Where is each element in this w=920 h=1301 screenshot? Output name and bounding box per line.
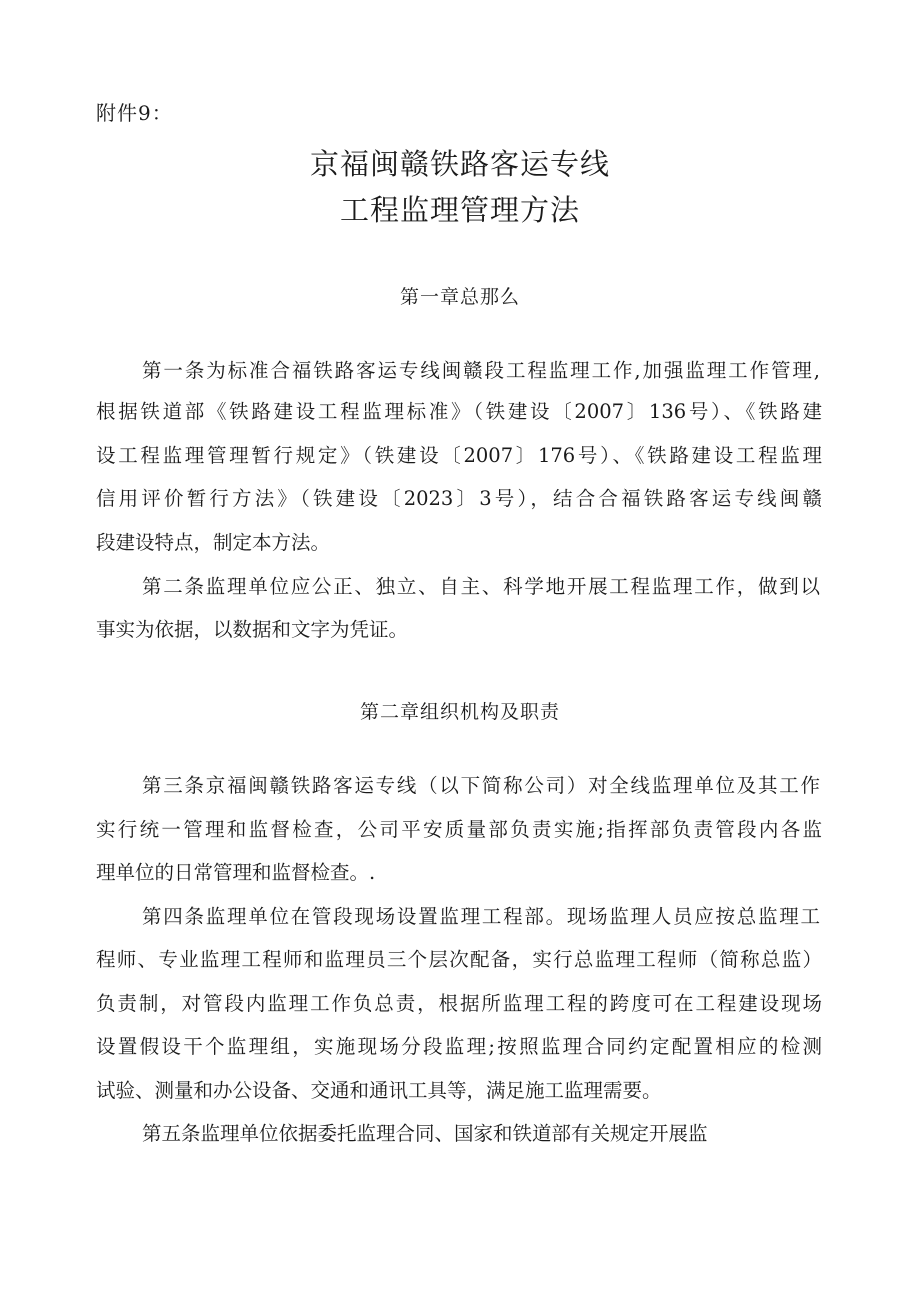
document-title-line-1: 京福闽赣铁路客运专线 — [309, 147, 610, 181]
document-title-line-2: 工程监理管理方法 — [339, 193, 580, 227]
article-4-line: 设置假设干个监理组，实施现场分段监理;按照监理合同约定配置相应的检测 — [96, 1035, 822, 1058]
article-1-line: 段建设特点，制定本方法。 — [96, 531, 331, 554]
article-1-line: 信用评价暂行方法》（铁建设〔2023〕3号），结合合福铁路客运专线闽赣 — [96, 487, 822, 510]
article-4-line: 试验、测量和办公设备、交通和通讯工具等，满足施工监理需要。 — [96, 1079, 662, 1102]
article-1-line: 第一条为标准合福铁路客运专线闽赣段工程监理工作,加强监理工作管理, — [142, 359, 820, 382]
article-4-line: 程师、专业监理工程师和监理员三个层次配备，实行总监理工程师（简称总监） — [96, 948, 822, 971]
chapter-heading-1: 第一章总那么 — [399, 286, 520, 308]
article-5-line: 第五条监理单位依据委托监理合同、国家和铁道部有关规定开展监 — [142, 1122, 708, 1145]
chapter-heading-2: 第二章组织机构及职责 — [359, 701, 560, 723]
article-4-line: 负责制，对管段内监理工作负总责，根据所监理工程的跨度可在工程建设现场 — [96, 992, 822, 1015]
article-2-line: 第二条监理单位应公正、独立、自主、科学地开展工程监理工作，做到以 — [142, 575, 820, 598]
article-4-line: 第四条监理单位在管段现场设置监理工程部。现场监理人员应按总监理工 — [142, 905, 820, 928]
article-3-line: 第三条京福闽赣铁路客运专线（以下简称公司）对全线监理单位及其工作 — [142, 774, 820, 797]
article-3-line: 实行统一管理和监督检查，公司平安质量部负责实施;指挥部负责管段内各监 — [96, 818, 822, 841]
article-1-line: 设工程监理管理暂行规定》（铁建设〔2007〕176号）、《铁路建设工程监理 — [96, 444, 822, 467]
article-2-line: 事实为依据，以数据和文字为凭证。 — [96, 618, 409, 641]
article-3-line: 理单位的日常管理和监督检查。. — [96, 861, 376, 884]
article-1-line: 根据铁道部《铁路建设工程监理标准》（铁建设〔2007〕136号）、《铁路建 — [96, 400, 822, 423]
attachment-label: 附件9： — [96, 101, 173, 125]
